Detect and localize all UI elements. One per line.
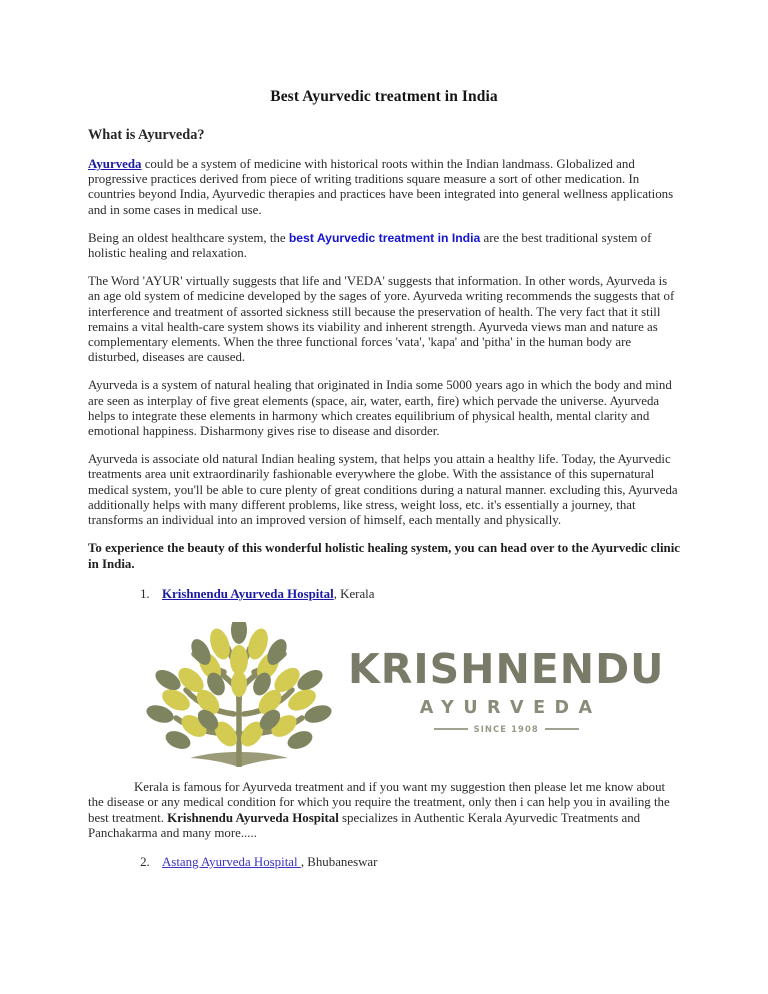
paragraph-kerala-after: specializes in Authentic Kerala Ayurvedic Treatments and Panchakarma and many more..... bbox=[88, 810, 641, 840]
hospital-list bbox=[88, 586, 680, 602]
list-item bbox=[153, 854, 680, 870]
logo-subtitle: AYURVEDA bbox=[419, 697, 602, 718]
paragraph-oldest-healthcare-before: Being an oldest healthcare system, the bbox=[88, 230, 289, 245]
list-item-location: , Kerala bbox=[333, 587, 375, 602]
logo-since-row bbox=[348, 724, 664, 734]
logo-name: KRISHNENDU bbox=[348, 644, 665, 693]
krishnendu-hospital-mention: Krishnendu Ayurveda Hospital bbox=[167, 810, 339, 825]
krishnendu-logo bbox=[88, 620, 680, 768]
paragraph-definition bbox=[88, 157, 680, 218]
krishnendu-hospital-link[interactable]: Krishnendu Ayurveda Hospital bbox=[162, 587, 334, 602]
paragraph-kerala-famous bbox=[88, 780, 680, 841]
logo-rule-left bbox=[434, 728, 468, 730]
page-title: Best Ayurvedic treatment in India bbox=[270, 88, 498, 105]
section-heading-what-is-ayurveda: What is Ayurveda? bbox=[88, 127, 205, 143]
ayurveda-link[interactable]: Ayurveda bbox=[88, 157, 142, 171]
paragraph-healing-system: Ayurveda is associate old natural Indian healing system, that helps you attain a healthy life. Today, the Ayurvedic treatments area unit extraordinarily fashionable everywhere the globe. With the assistance of this supernatural medical system, you'll be able to cure plenty of great conditions during a natural manner. excluding this, Ayurveda additionally helps with many different problems, like stress, weight loss, etc. it's essentially a journey, that transforms an individual into an improved version of himself, each mentally and physically. bbox=[88, 452, 678, 528]
hospital-list-continued bbox=[88, 854, 680, 870]
list-item bbox=[153, 586, 680, 602]
logo-since-text: SINCE 1908 bbox=[473, 723, 539, 734]
logo-rule-right bbox=[545, 728, 579, 730]
logo-wordmark bbox=[348, 644, 665, 740]
astang-hospital-link[interactable]: Astang Ayurveda Hospital bbox=[162, 855, 301, 870]
list-item-location: , Bhubaneswar bbox=[300, 855, 378, 870]
paragraph-call-to-action: To experience the beauty of this wonderful holistic healing system, you can head over to the Ayurvedic clinic in India. bbox=[88, 541, 680, 571]
krishnendu-logo-inner bbox=[146, 620, 665, 768]
keyword-best-ayurvedic-treatment: best Ayurvedic treatment in India bbox=[288, 230, 481, 245]
paragraph-definition-text: could be a system of medicine with historical roots within the Indian landmass. Globalized and progressive practices derived from piece of writing traditions square measure a sort of other medication. In countries beyond India, Ayurvedic therapies and practices have been integrated into general wellness applications and in some cases in medical use. bbox=[88, 157, 674, 217]
tree-icon bbox=[146, 622, 332, 767]
paragraph-ayur-veda-meaning: The Word 'AYUR' virtually suggests that life and 'VEDA' suggests that information. In other words, Ayurveda is an age old system of medicine developed by the sages of yore. Ayurveda writing recommends the suggests that of interference and treatment of assorted sickness still because the preservation of health. The very fact that it still remains a vital health-care system shows its viability and inherent strength. Ayurveda views man and nature as complementary elements. When the three functional forces 'vata', 'kapa' and 'pitha' in the human body are disturbed, diseases are caused. bbox=[88, 274, 675, 365]
paragraph-oldest-healthcare-after: are the best traditional system of holistic healing and relaxation. bbox=[88, 230, 652, 261]
paragraph-oldest-healthcare bbox=[88, 231, 680, 261]
paragraph-kerala-before: Kerala is famous for Ayurveda treatment and if you want my suggestion then please let me know about the disease or any medical condition for which you require the treatment, only then i can help you in availing the best treatment. bbox=[88, 780, 670, 825]
paragraph-five-elements: Ayurveda is a system of natural healing that originated in India some 5000 years ago in which the body and mind are seen as interplay of five great elements (space, air, water, earth, fire) which pervade the universe. Ayurveda helps to integrate these elements in harmony which creates equilibrium of physical health, mental clarity and emotional happiness. Disharmony gives rise to disease and disorder. bbox=[88, 378, 672, 439]
